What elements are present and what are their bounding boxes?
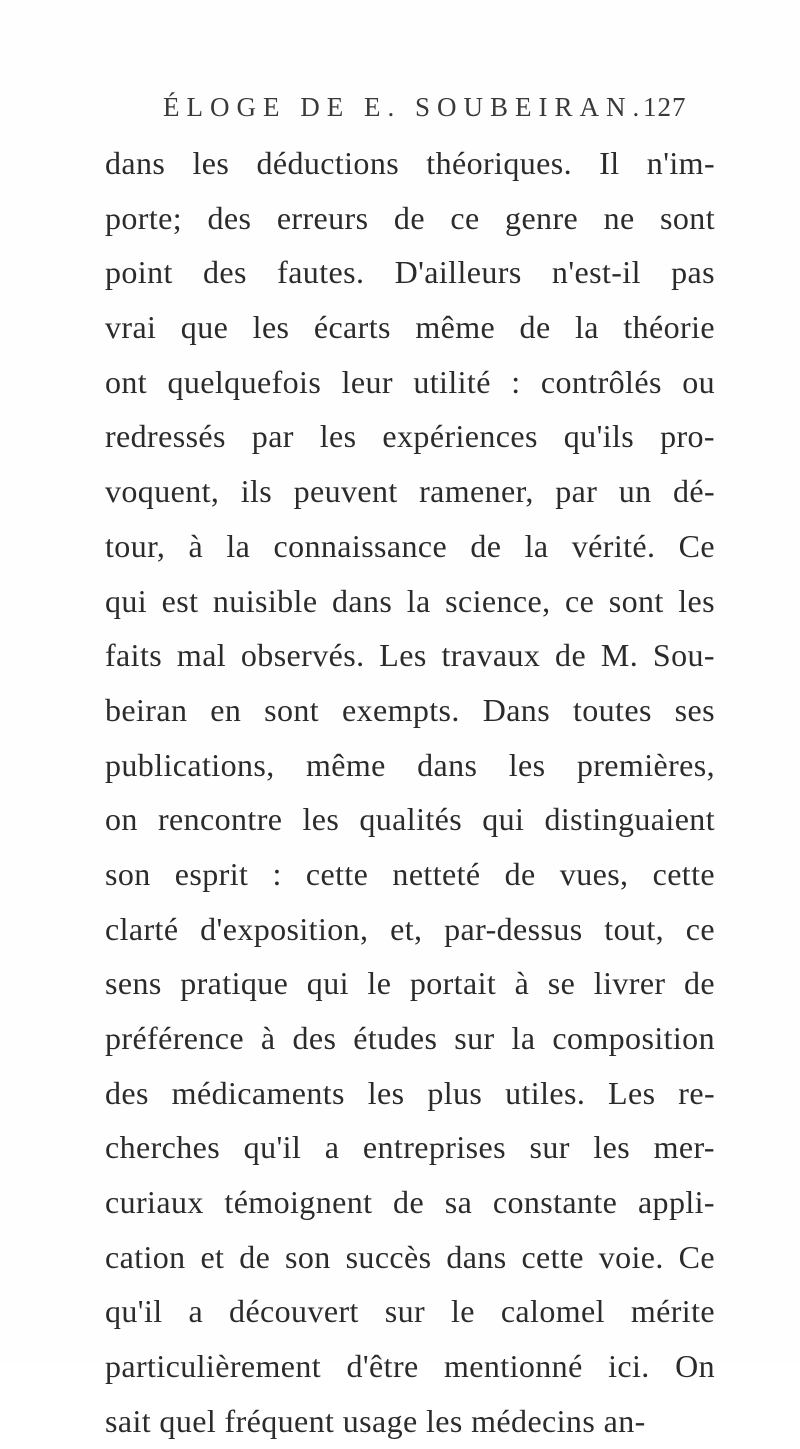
text-line: curiaux témoignent de sa constante appli- [105, 1184, 715, 1221]
text-line: redressés par les expériences qu'ils pro- [105, 418, 715, 455]
text-line: dans les déductions théoriques. Il n'im- [105, 145, 715, 181]
text-line: on rencontre les qualités qui distinguaient [105, 801, 715, 838]
text-line: qu'il a découvert sur le calomel mérite [105, 1293, 715, 1330]
text-line: clarté d'exposition, et, par-dessus tout, ce [105, 910, 715, 947]
text-line: publications, même dans les premières, [105, 746, 715, 783]
text-line: porte; des erreurs de ce genre ne sont [105, 199, 715, 236]
body-text [105, 136, 715, 1449]
text-line: particulièrement d'être mentionné ici. On [105, 1348, 715, 1385]
text-line: faits mal observés. Les travaux de M. Sou- [105, 637, 715, 674]
text-line: tour, à la connaissance de la vérité. Ce [105, 527, 715, 564]
text-line: cherches qu'il a entreprises sur les mer- [105, 1129, 715, 1166]
text-line: voquent, ils peuvent ramener, par un dé- [105, 473, 715, 510]
text-line: préférence à des études sur la composition [105, 1020, 715, 1056]
text-line: qui est nuisible dans la science, ce sont les [105, 582, 715, 619]
running-header [145, 92, 687, 132]
text-line: point des fautes. D'ailleurs n'est-il pas [105, 254, 715, 291]
text-line: cation et de son succès dans cette voie. Ce [105, 1238, 715, 1275]
running-title: ÉLOGE DE E. SOUBEIRAN. [163, 92, 647, 122]
text-line: ont quelquefois leur utilité : contrôlés ou [105, 363, 715, 400]
text-line: des médicaments les plus utiles. Les re- [105, 1074, 715, 1111]
text-line: son esprit : cette netteté de vues, cette [105, 855, 715, 892]
text-line: sens pratique qui le portait à se livrer de [105, 965, 715, 1002]
page-number: 127 [643, 92, 687, 122]
text-line: sait quel fréquent usage les médecins an- [105, 1402, 646, 1439]
text-line: beiran en sont exempts. Dans toutes ses [105, 691, 715, 728]
text-line: vrai que les écarts même de la théorie [105, 309, 715, 346]
